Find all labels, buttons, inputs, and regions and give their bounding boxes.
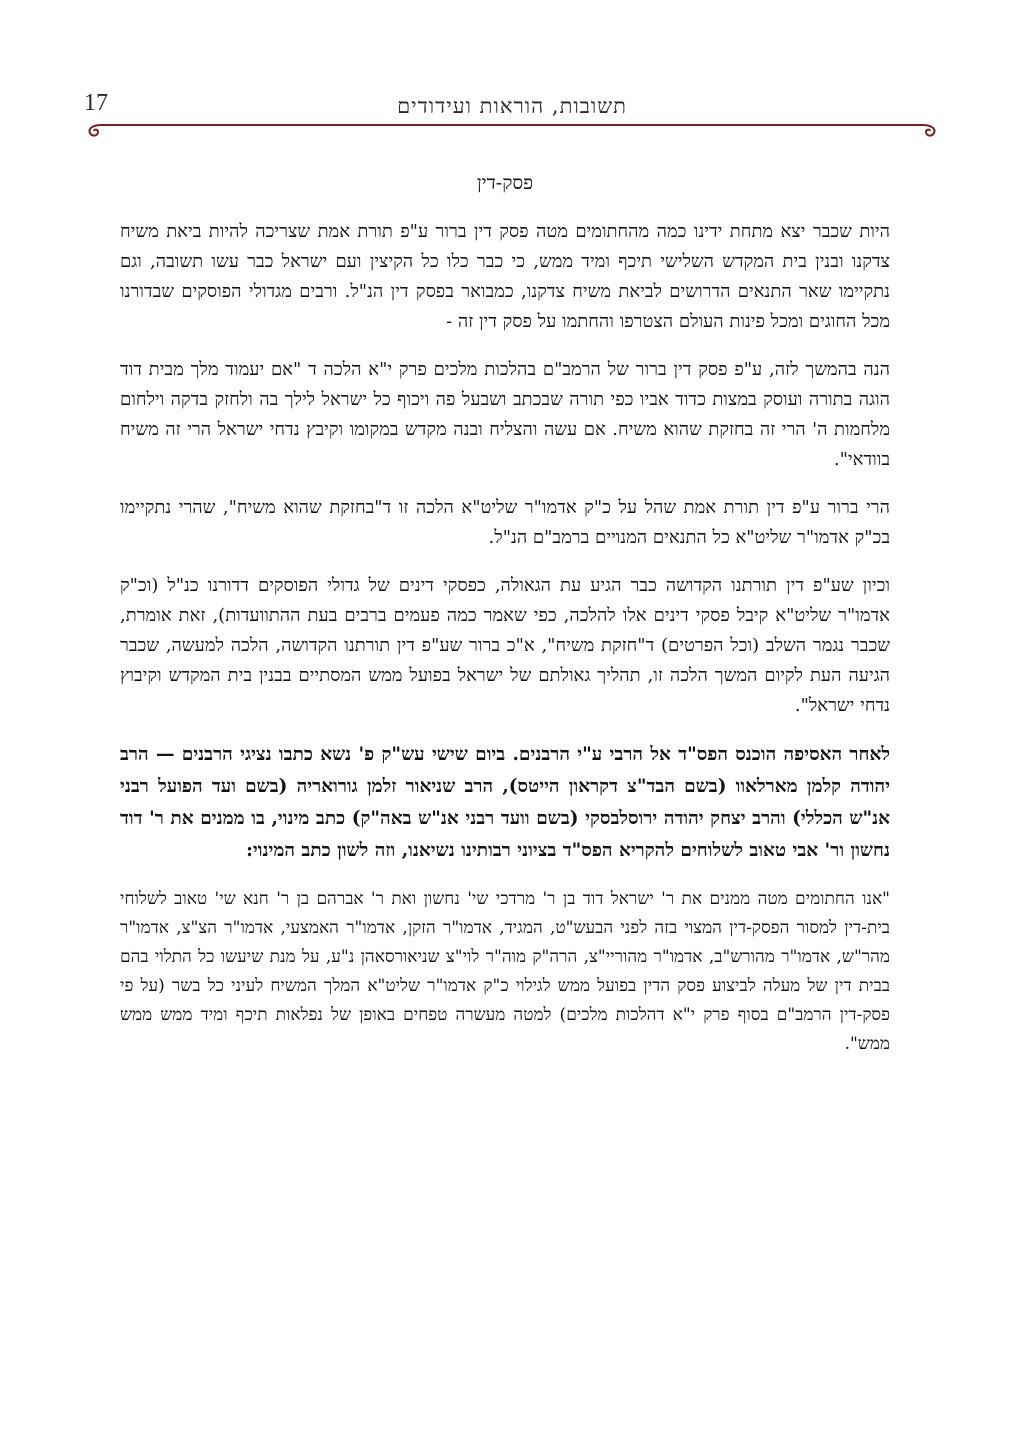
page-number: 17: [84, 90, 108, 116]
paragraph-1: היות שכבר יצא מתחת ידינו כמה מהחתומים מטה פסק דין ברור ע"פ תורת אמת שצריכה להיות ביאת משיח צדקנו ובנין בית המקדש השלישי תיכף ומיד ממש, כי כבר כלו כל הקיצין ועם ישראל כבר עשו תשובה, וגם נתקיימו שאר התנאים הדרושים לביאת משיח צדקנו, כמבואר בפסק דין הנ"ל. ורבים מגדולי הפוסקים שבדורנו מכל החוגים ומכל פינות העולם הצטרפו והחתמו על פסק דין זה -: [120, 221, 890, 332]
appointment-quote-paragraph: "אנו החתומים מטה ממנים את ר' ישראל דוד בן ר' מרדכי שי' נחשון ואת ר' אברהם בן ר' חנא שי' טאוב לשלוחי בית-דין למסור הפסק-דין המצוי בזה לפני הבעש"ט, המגיד, אדמו"ר הזקן, אדמו"ר האמצעי, אדמו"ר הצ"צ, אדמו"ר מהר"ש, אדמו"ר מהורש"ב, אדמו"ר מהוריי"צ, הרה"ק מוה"ר לוי"צ שניאורסאהן נ"ע, על מנת שיעשו כל התלוי בהם בבית דין של מעלה לביצוע פסק הדין בפועל ממש לגילוי כ"ק אדמו"ר שליט"א המלך המשיח לעיני כל בשר (על פי פסק-דין הרמב"ם בסוף פרק י"א דהלכות מלכים) למטה מעשרה טפחים באופן של נפלאות תיכף ומיד ממש ממש ממש".: [120, 889, 890, 1054]
page-header: [84, 88, 940, 136]
paragraph-2: הנה בהמשך לזה, ע"פ פסק דין ברור של הרמב"ם בהלכות מלכים פרק י"א הלכה ד "אם יעמוד מלך מבית דוד הוגה בתורה ועוסק במצות כדוד אביו כפי תורה שבכתב ושבעל פה ויכוף כל ישראל לילך בה ולחזק בדקה וילחום מלחמות ה' הרי זה בחזקת שהוא משיח. אם עשה והצליח ובנה מקדש במקומו וקיבץ נדחי ישראל הרי זה משיח בוודאי".: [120, 359, 890, 470]
paragraph-3: הרי ברור ע"פ דין תורת אמת שהל על כ"ק אדמו"ר שליט"א הלכה זו ד"בחזקת שהוא משיח", שהרי נתקיימו בכ"ק אדמו"ר שליט"א כל התנאים המנויים ברמב"ם הנ"ל.: [120, 497, 890, 548]
page-body: [120, 172, 890, 1077]
running-title: תשובות, הוראות ועידודים: [397, 94, 627, 118]
bold-narrative-paragraph: לאחר האסיפה הוכנס הפס"ד אל הרבי ע"י הרבנים. ביום שישי עש"ק פ' נשא כתבו נציגי הרבנים — הרב יהודה קלמן מארלאוו (בשם הבד"צ דקראון הייטס), הרב שניאור זלמן גורואריה (בשם ועד הפועל רבני אנ"ש הכללי) והרב יצחק יהודה ירוסלבסקי (בשם וועד רבני אנ"ש באה"ק) כתב מינוי, בו ממנים את ר' דוד נחשון ור' אבי טאוב לשלוחים להקריא הפס"ד בציוני רבותינו נשיאנו, וזה לשון כתב המינוי:: [120, 744, 890, 861]
ornamental-rule-icon: [84, 118, 940, 138]
paragraph-4: וכיון שע"פ דין תורתנו הקדושה כבר הגיע עת הגאולה, כפסקי דינים של גדולי הפוסקים דדורנו כנ"ל (וכ"ק אדמו"ר שליט"א קיבל פסקי דינים אלו להלכה, כפי שאמר כמה פעמים ברבים בעת ההתוועדות), זאת אומרת, שכבר נגמר השלב (וכל הפרטים) ד"חזקת משיח", א"כ ברור שע"פ דין תורתנו הקדושה, הלכה למעשה, שכבר הגיעה העת לקיום המשך הלכה זו, תהליך גאולתם של ישראל בפועל ממש המסתיים בבנין בית המקדש וקיבוץ נדחי ישראל".: [120, 575, 890, 716]
page-title: פסק-דין: [476, 172, 534, 194]
